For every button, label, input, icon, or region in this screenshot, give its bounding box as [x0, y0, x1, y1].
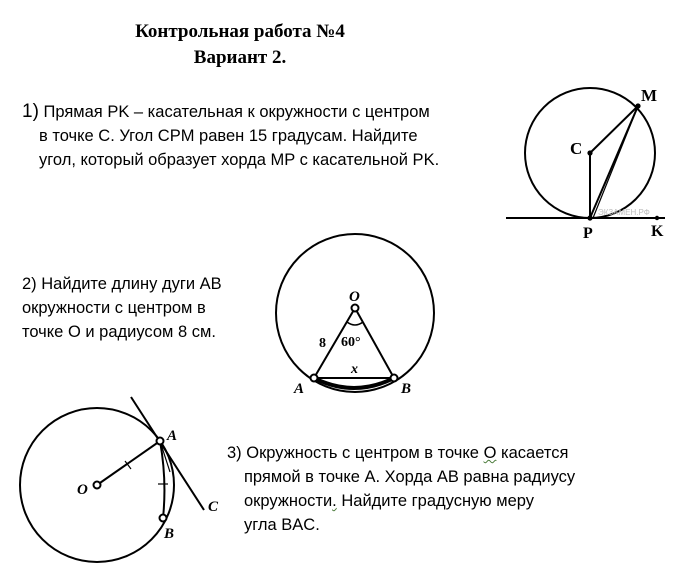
variant-title: Вариант 2. — [193, 47, 287, 68]
task-3-text-1o: O — [483, 444, 497, 462]
fig3-point-a — [157, 438, 164, 445]
fig1-point-p — [587, 215, 592, 220]
task-1-line-2: в точке C. Угол CPM равен 15 градусам. Найдите — [39, 127, 418, 145]
fig3-label-a: A — [167, 428, 178, 444]
task-2-line-2: окружности с центром в — [22, 299, 206, 317]
fig3-radius-oa — [97, 441, 160, 485]
fig1-label-m: M — [641, 86, 658, 105]
task-3-text-3a: окружности — [244, 492, 333, 510]
task-1-line-3: угол, который образует хорда MP с касательной PK. — [39, 151, 440, 169]
fig2-label-radius: 8 — [319, 336, 326, 351]
fig2-point-a — [311, 375, 318, 382]
fig1-watermark: ЭКЗАМЕН.РФ — [598, 208, 650, 217]
page-title: Контрольная работа №4 — [135, 21, 345, 42]
fig3-point-o — [94, 482, 101, 489]
task-2-line-3: точке O и радиусом 8 см. — [22, 323, 216, 341]
fig1-segment-cm — [590, 106, 638, 153]
fig1-label-k: K — [651, 223, 664, 240]
fig2-label-a: A — [294, 381, 305, 397]
fig2-label-x: x — [351, 362, 358, 377]
fig3-label-o: O — [77, 482, 88, 498]
fig2-angle-arc — [347, 322, 363, 325]
task-1-text-1: Прямая PK – касательная к окружности с центром — [43, 103, 430, 121]
fig1-point-c — [587, 150, 592, 155]
task-3-line-2: прямой в точке A. Хорда AB равна радиусу — [244, 468, 576, 486]
task-3-text-3dot: . — [332, 492, 337, 510]
fig2-point-b — [391, 375, 398, 382]
fig2-label-b: B — [401, 381, 412, 397]
fig1-point-m — [635, 103, 640, 108]
fig1-label-c: C — [570, 139, 583, 158]
fig1-point-k — [655, 216, 659, 220]
fig3-label-b: B — [164, 526, 175, 542]
fig2-label-o: O — [349, 289, 360, 305]
task-3-text-1a: 3) Окружность с центром в точке — [227, 444, 484, 462]
fig3-label-c: C — [208, 499, 219, 515]
fig1-chord-pm-inner — [593, 106, 638, 218]
fig2-point-o — [352, 305, 359, 312]
task-1-number: 1) — [22, 101, 39, 122]
task-3-text-3b: Найдите градусную меру — [336, 492, 535, 510]
fig2-label-angle: 60° — [341, 335, 361, 350]
task-2-line-1: 2) Найдите длину дуги AB — [22, 275, 222, 293]
fig3-point-b — [160, 515, 167, 522]
task-3-line-4: угла BAC. — [244, 516, 320, 534]
fig1-label-p: P — [583, 225, 593, 242]
task-3-text-1b: касается — [496, 444, 569, 462]
